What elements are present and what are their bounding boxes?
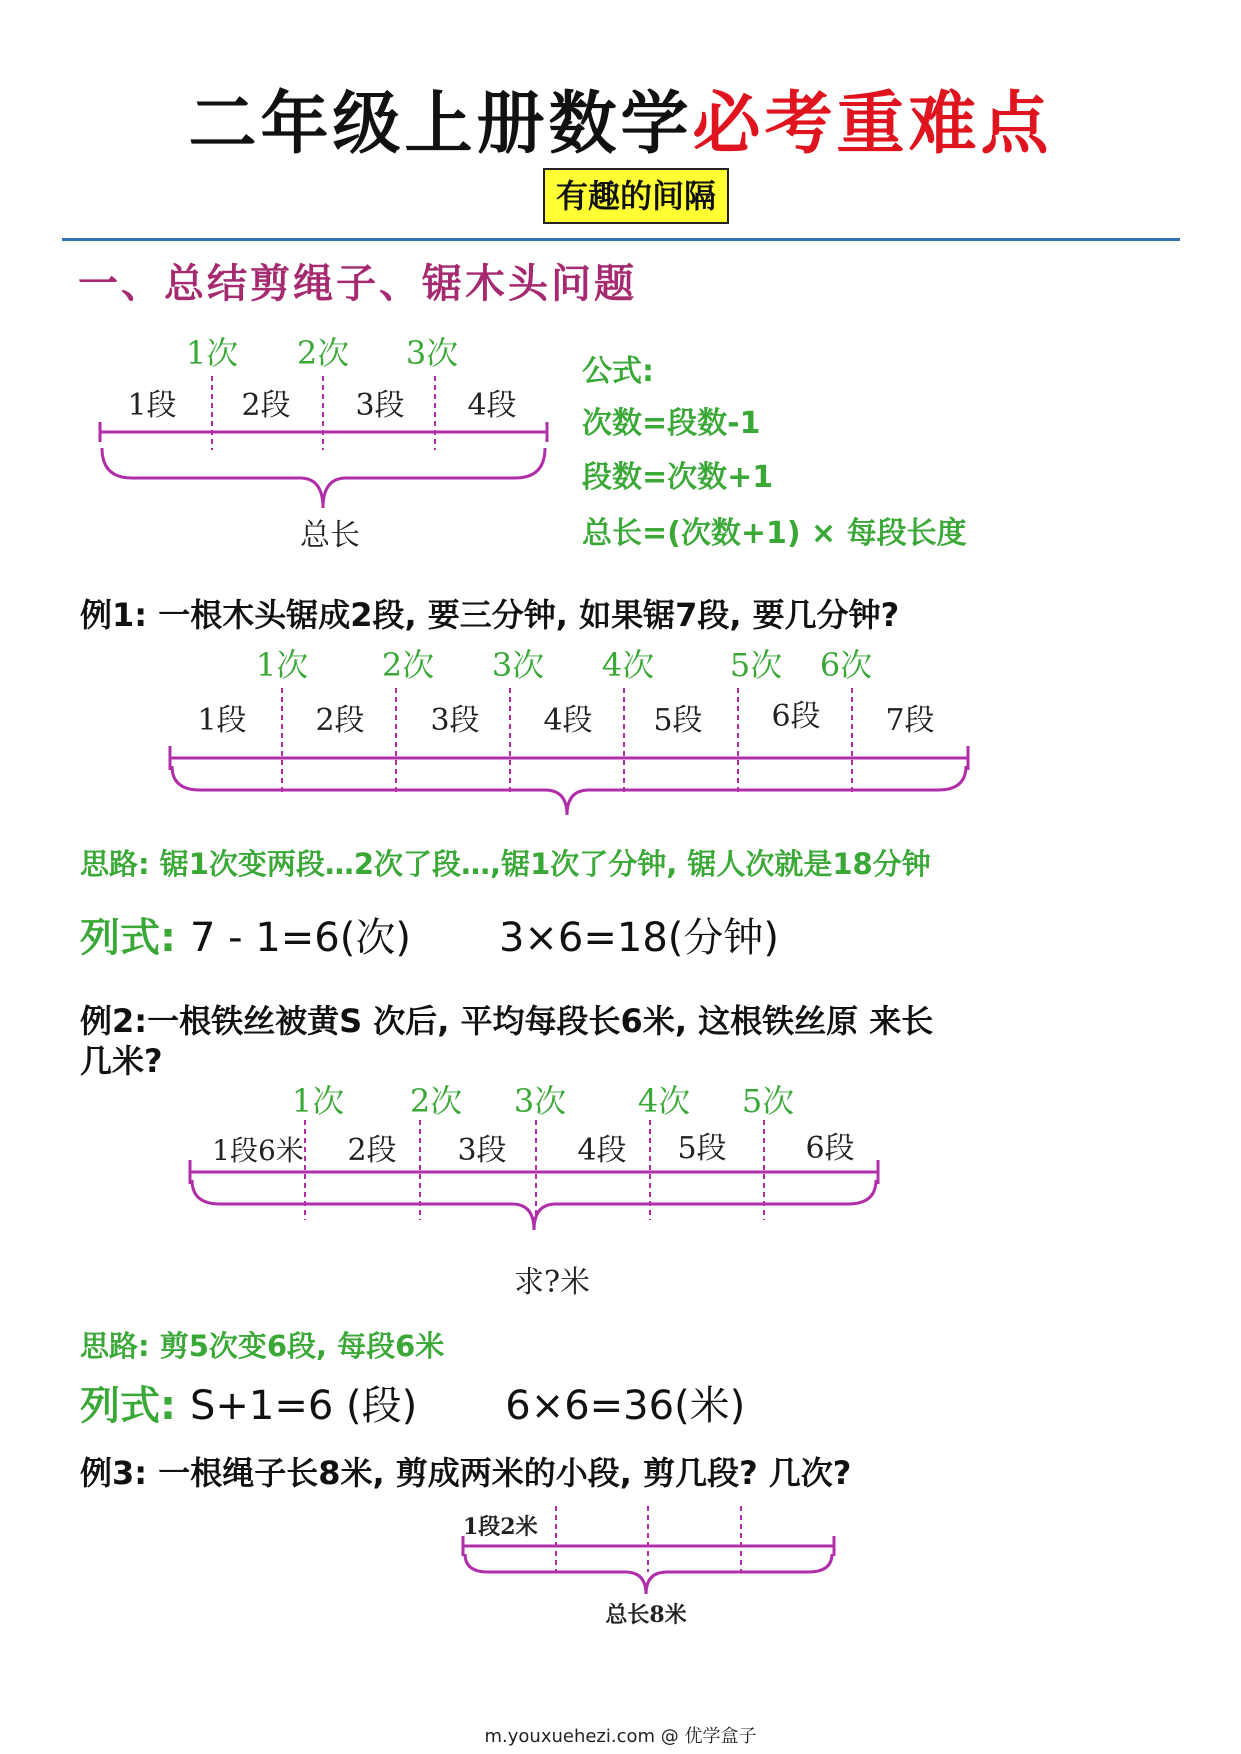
- calc-expression-2: 3×6=18(分钟): [498, 915, 779, 961]
- segment-label: 1段2米: [463, 1514, 538, 1540]
- segment-label: 4段: [543, 703, 593, 738]
- example2-idea: 思路: 剪5次变6段, 每段6米: [80, 1329, 445, 1363]
- cut-label: 5次: [729, 646, 783, 684]
- example2-calc: [80, 1374, 745, 1431]
- cut-label: 3次: [491, 646, 545, 684]
- formula-1: 次数=段数-1: [582, 406, 761, 441]
- example1-idea: 思路: 锯1次变两段…2次了段…,锯1次了分钟, 锯人次就是18分钟: [80, 847, 931, 881]
- segment-label: 1段: [127, 388, 177, 423]
- calc-label: 列式:: [80, 915, 176, 961]
- example1-question: 例1: 一根木头锯成2段, 要三分钟, 如果锯7段, 要几分钟?: [80, 596, 900, 634]
- segment-label: 3段: [355, 388, 405, 423]
- segment-label: 7段: [885, 703, 935, 738]
- example1-calc: [80, 906, 779, 963]
- segment-label: 4段: [577, 1133, 627, 1168]
- title-black: 二年级上册数学: [188, 85, 693, 164]
- example3-question: 例3: 一根绳子长8米, 剪成两米的小段, 剪几段? 几次?: [80, 1454, 852, 1492]
- segment-label: 3段: [430, 703, 480, 738]
- subtitle-badge: 有趣的间隔: [543, 168, 729, 224]
- calc-expression-1: S+1=6 (段): [190, 1383, 418, 1429]
- calc-label: 列式:: [80, 1383, 176, 1429]
- cut-label: 4次: [637, 1082, 691, 1120]
- cut-label: 3次: [405, 334, 459, 372]
- cut-label: 4次: [601, 646, 655, 684]
- segment-label: 6段: [805, 1131, 855, 1166]
- segment-label: 3段: [457, 1133, 507, 1168]
- total-label: 总长8米: [605, 1602, 687, 1628]
- section-heading: 一、总结剪绳子、锯木头问题: [78, 261, 637, 307]
- cut-label: 3次: [513, 1082, 567, 1120]
- segment-label: 1段: [197, 703, 247, 738]
- total-label: 总长: [300, 518, 360, 553]
- example2-question-line2: 几米?: [80, 1042, 163, 1080]
- formula-3: 总长=(次数+1) × 每段长度: [582, 516, 967, 551]
- total-label: 求?米: [513, 1265, 591, 1300]
- formula-2: 段数=次数+1: [582, 460, 774, 495]
- cut-label: 2次: [296, 334, 350, 372]
- page-title: [0, 70, 1241, 167]
- cut-label: 1次: [291, 1082, 345, 1120]
- formula-heading: 公式:: [582, 354, 654, 389]
- segment-label: 6段: [771, 699, 821, 734]
- cut-label: 2次: [381, 646, 435, 684]
- segment-label: 1段6米: [212, 1134, 304, 1167]
- cut-label: 1次: [185, 334, 239, 372]
- divider-line: [62, 238, 1180, 241]
- cut-label: 1次: [255, 646, 309, 684]
- example2-question-line1: 例2:一根铁丝被黄S 次后, 平均每段长6米, 这根铁丝原 来长: [80, 1002, 934, 1040]
- segment-label: 5段: [677, 1131, 727, 1166]
- segment-label: 2段: [241, 388, 291, 423]
- segment-label: 5段: [653, 703, 703, 738]
- cut-label: 5次: [741, 1082, 795, 1120]
- calc-expression-1: 7 - 1=6(次): [190, 915, 411, 961]
- cut-label: 6次: [819, 646, 873, 684]
- segment-label: 2段: [315, 703, 365, 738]
- segment-label: 4段: [467, 388, 517, 423]
- segment-label: 2段: [347, 1133, 397, 1168]
- calc-expression-2: 6×6=36(米): [505, 1383, 746, 1429]
- footer-source: m.youxuehezi.com @ 优学盒子: [484, 1726, 757, 1747]
- title-red: 必考重难点: [692, 85, 1053, 164]
- cut-label: 2次: [409, 1082, 463, 1120]
